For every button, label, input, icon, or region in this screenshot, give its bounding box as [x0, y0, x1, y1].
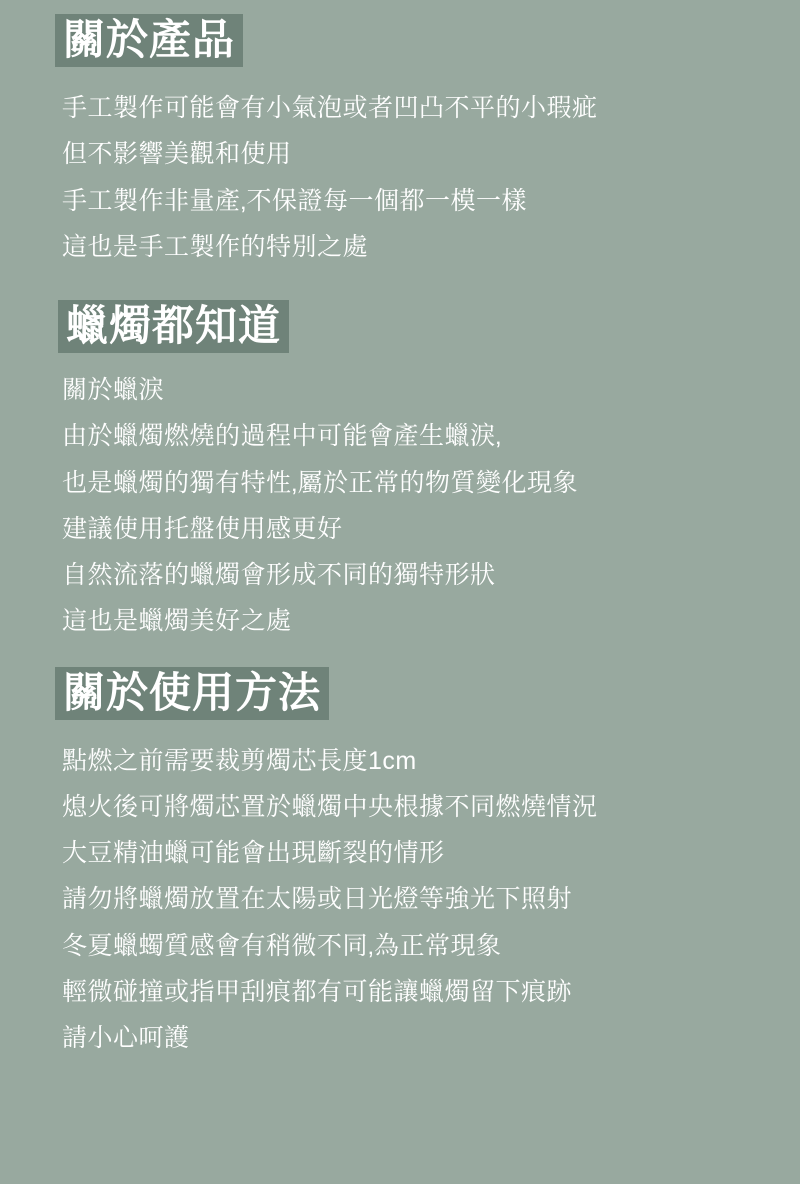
- section-about-product: [0, 14, 800, 270]
- body-line: 熄火後可將燭芯置於蠟燭中央根據不同燃燒情況: [62, 792, 598, 821]
- body-line: 手工製作非量產‚不保證每一個都一模一樣: [62, 186, 528, 215]
- section-body-usage-instructions: [62, 738, 800, 1062]
- body-line: 輕微碰撞或指甲刮痕都有可能讓蠟燭留下痕跡: [62, 977, 573, 1006]
- body-line: 自然流落的蠟燭會形成不同的獨特形狀: [62, 561, 496, 590]
- section-heading-usage-instructions: 關於使用方法: [55, 667, 329, 720]
- body-line: 也是蠟燭的獨有特性‚屬於正常的物質變化現象: [62, 468, 579, 497]
- section-spacer: [0, 270, 800, 300]
- body-line: 由於蠟燭燃燒的過程中可能會產生蠟淚‚: [62, 422, 502, 451]
- body-line: 手工製作可能會有小氣泡或者凹凸不平的小瑕疵: [62, 94, 598, 123]
- body-line: 冬夏蠟蠋質感會有稍微不同‚為正常現象: [62, 931, 502, 960]
- body-line: 但不影響美觀和使用: [62, 140, 292, 169]
- body-line: 關於蠟淚: [62, 376, 165, 405]
- section-usage-instructions: [0, 667, 800, 1062]
- section-spacer: [0, 645, 800, 667]
- body-line: 這也是蠟燭美好之處: [62, 607, 292, 636]
- section-heading-about-product: 關於產品: [55, 14, 243, 67]
- body-line: 這也是手工製作的特別之處: [62, 232, 369, 261]
- section-heading-candle-knowledge: 蠟燭都知道: [58, 300, 289, 353]
- body-line: 大豆精油蠟可能會出現斷裂的情形: [62, 839, 445, 868]
- section-candle-knowledge: [0, 300, 800, 645]
- section-body-about-product: [62, 85, 800, 270]
- section-body-candle-knowledge: [62, 367, 800, 645]
- body-line: 點燃之前需要裁剪燭芯長度1cm: [62, 746, 417, 775]
- body-line: 請小心呵護: [62, 1024, 190, 1053]
- body-line: 建議使用托盤使用感更好: [62, 514, 343, 543]
- body-line: 請勿將蠟燭放置在太陽或日光燈等強光下照射: [62, 885, 573, 914]
